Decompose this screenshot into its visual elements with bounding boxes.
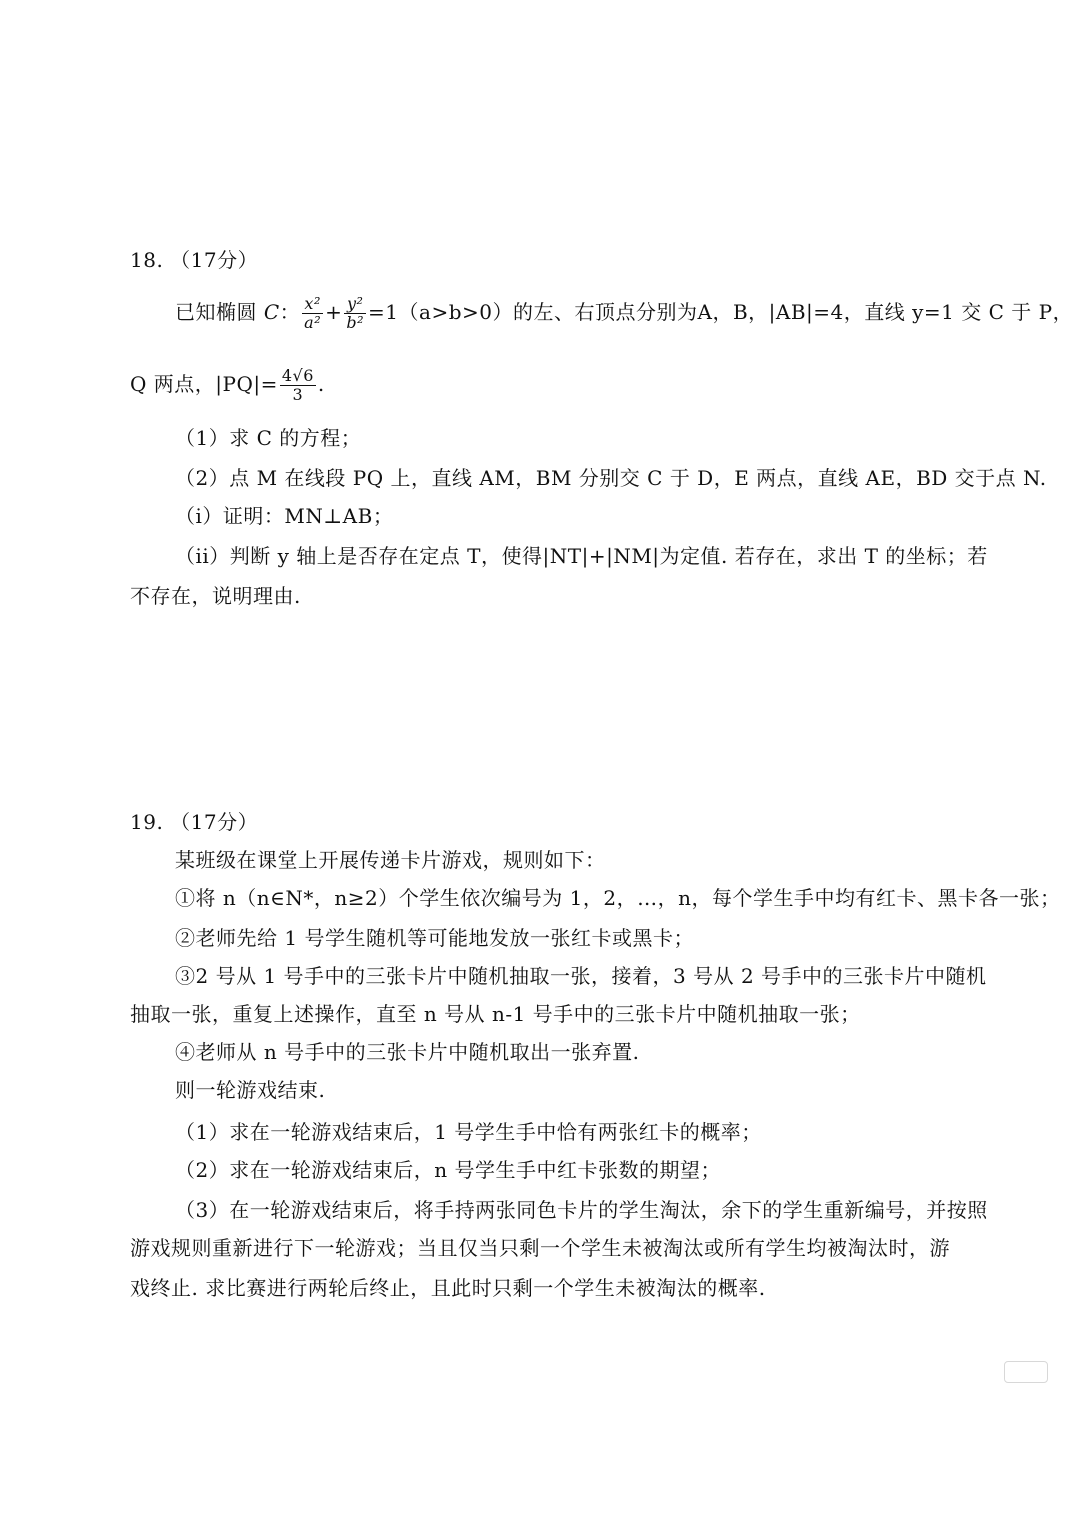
q18-part1: （1）求 C 的方程； (175, 426, 362, 450)
q19-intro: 某班级在课堂上开展传递卡片游戏，规则如下： (175, 848, 606, 872)
q19-part3-line1: （3）在一轮游戏结束后，将手持两张同色卡片的学生淘汰，余下的学生重新编号，并按照 (175, 1198, 988, 1222)
q18-line2-lead: Q 两点，|PQ|= (130, 372, 278, 396)
q18-header: 18. （17分） (130, 248, 259, 272)
q18-colon: ： (279, 300, 301, 324)
q18-symbol-c: C (263, 300, 280, 324)
q19-round-end: 则一轮游戏结束. (175, 1078, 326, 1102)
q19-rule1: ①将 n（n∈N*，n≥2）个学生依次编号为 1，2，…，n，每个学生手中均有红卡、黑卡各一张； (175, 886, 1061, 910)
q18-part2-i: （i）证明：MN⊥AB； (175, 504, 394, 528)
q18-x-denominator: a² (304, 313, 322, 332)
q18-y-denominator: b² (346, 313, 365, 332)
q18-y-fraction (344, 295, 366, 332)
q18-pq-line (130, 362, 325, 406)
q19-part1: （1）求在一轮游戏结束后，1 号学生手中恰有两张红卡的概率； (175, 1120, 762, 1144)
q18-pq-numerator: 4√6 (281, 366, 314, 385)
q18-part2-ii-line2: 不存在，说明理由. (130, 584, 301, 608)
q18-line2-end: . (317, 372, 325, 396)
q18-line1-lead: 已知椭圆 (175, 300, 264, 324)
q19-rule2: ②老师先给 1 号学生随机等可能地发放一张红卡或黑卡； (175, 926, 694, 950)
q18-part2-ii-line1: （ii）判断 y 轴上是否存在定点 T，使得|NT|+|NM|为定值. 若存在，求出 T 的坐标；若 (175, 544, 988, 568)
q18-ellipse-line (175, 290, 1073, 334)
q19-header: 19. （17分） (130, 810, 259, 834)
q19-part2: （2）求在一轮游戏结束后，n 号学生手中红卡张数的期望； (175, 1158, 721, 1182)
q19-part3-line2: 游戏规则重新进行下一轮游戏；当且仅当只剩一个学生未被淘汰或所有学生均被淘汰时，游 (130, 1236, 950, 1260)
q19-part3-line3: 戏终止. 求比赛进行两轮后终止，且此时只剩一个学生未被淘汰的概率. (130, 1276, 766, 1300)
q18-pq-fraction (280, 367, 316, 404)
q18-line1-tail: =1（a>b>0）的左、右顶点分别为A，B，|AB|=4，直线 y=1 交 C 于 P， (368, 300, 1074, 324)
q19-rule3-line2: 抽取一张，重复上述操作，直至 n 号从 n-1 号手中的三张卡片中随机抽取一张； (130, 1002, 861, 1026)
watermark-logo (1004, 1361, 1048, 1383)
q18-part2: （2）点 M 在线段 PQ 上，直线 AM，BM 分别交 C 于 D，E 两点，直线 AE，BD 交于点 N. (175, 466, 1047, 490)
q19-rule4: ④老师从 n 号手中的三张卡片中随机取出一张弃置. (175, 1040, 640, 1064)
q18-plus: + (325, 300, 343, 324)
q18-x-fraction (302, 295, 323, 332)
q18-x-numerator: x² (302, 295, 323, 314)
q18-y-numerator: y² (344, 295, 366, 314)
q19-rule3-line1: ③2 号从 1 号手中的三张卡片中随机抽取一张，接着，3 号从 2 号手中的三张卡片中随机 (175, 964, 987, 988)
q18-pq-denominator: 3 (292, 385, 304, 404)
